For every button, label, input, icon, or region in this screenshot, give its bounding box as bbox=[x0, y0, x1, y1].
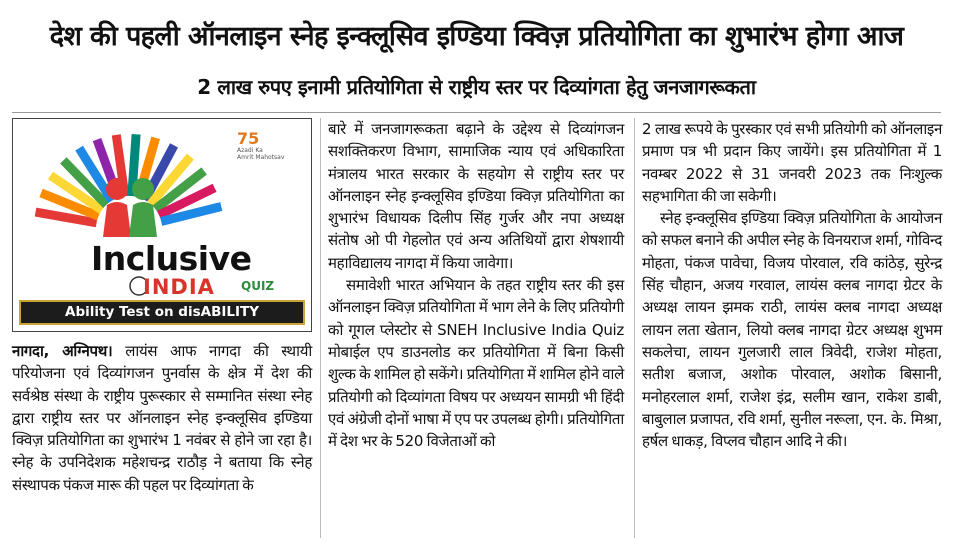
headline: देश की पहली ऑनलाइन स्नेह इन्क्लूसिव इण्डिया क्विज़ प्रतियोगिता का शुभारंभ होगा आज bbox=[49, 21, 904, 52]
logo-quiz: QUIZ bbox=[241, 279, 275, 293]
inclusive-india-quiz-logo bbox=[12, 118, 312, 332]
child-head-left-icon bbox=[106, 178, 128, 200]
subheadline: 2 लाख रुपए इनामी प्रतियोगिता से राष्ट्रीय स्तर पर दिव्यांगता हेतु जनजागरूकता bbox=[197, 75, 756, 99]
paragraph: बारे में जनजागरूकता बढ़ाने के उद्देश्य से दिव्यांगजन सशक्तिकरण विभाग, सामाजिक न्याय एवं अधिकारिता मंत्रालय भारत सरकार के सहयोग से राष्ट्रीय स्तर पर ऑनलाइन स्नेह इन्क्लूसिव इण्डिया क्विज़ प्रतियोगिता का शुभारंभ विधायक दिलीप सिंह गुर्जर और नपा अध्यक्ष संतोष ओ पी गेहलोत एवं अन्य अतिथियों द्वारा शेषशायी महाविद्यालय नागदा में किया जावेगा। bbox=[328, 120, 624, 272]
child-head-right-icon bbox=[132, 178, 154, 200]
paragraph: स्नेह इन्क्लूसिव इण्डिया क्विज़ प्रतियोगिता के आयोजन को सफल बनाने की अपील स्नेह के विनयराज शर्मा, गोविन्द मोहता, पंकज पावेचा, विजय पोरवाल, रवि कांठेड़, सुरेन्द्र सिंह चौहान, अजय गरवाल, लायंस क्लब नागदा ग्रेटर के अध्यक्ष लायन झमक राठी, लायंस क्लब नागदा अध्यक्ष लायन लता खेतान, लियो क्लब नागदा ग्रेटर अध्यक्ष शुभम सकलेचा, लायन गुलजारी लाल त्रिवेदी, राजेश मोहता, सतीश बजाज, अशोक पोरवाल, अशोक बिसानी, मनोहरलाल शर्मा, राजेश इंद्र, सलीम खान, राकेश डाबी, बाबुलाल प्रजापत, रवि शर्मा, सुनील नरूला, एन. के. मिश्रा, हर्षल धाकड़, विप्लव चौहान आदि ने की। bbox=[642, 209, 942, 451]
azadi-ka-amrit-mahotsav-logo: 75 Azadi Ka Amrit Mahotsav bbox=[237, 129, 285, 161]
column-divider-2 bbox=[634, 118, 635, 538]
article-column-3 bbox=[642, 118, 942, 452]
logo-india: INDIA bbox=[143, 275, 215, 299]
top-divider bbox=[12, 112, 941, 113]
logo-wordmark: Inclusive bbox=[91, 239, 252, 278]
paragraph-text: लायंस आफ नागदा की स्थायी परियोजना एवं दिव्यांगजन पुनर्वास के क्षेत्र में देश की सर्वश्रेष्ठ संस्था के राष्ट्रीय पुरूस्कार से सम्मानित संस्था स्नेह द्वारा राष्ट्रीय स्तर पर ऑनलाइन स्नेह इन्क्लूसिव इण्डिया क्विज़ प्रतियोगिता का शुभारंभ 1 नवंबर से होने जा रहा है। स्नेह के उपनिदेशक महेशचन्द्र राठौड़ ने बताया कि स्नेह संस्थापक पंकज मारू की पहल पर दिव्यांगता के bbox=[12, 342, 312, 494]
paragraph: समावेशी भारत अभियान के तहत राष्ट्रीय स्तर की इस ऑनलाइन क्विज़ प्रतियोगिता में भाग लेने के लिए प्रतियोगी को गूगल प्लेस्टोर से SNEH Inclusive India Quiz मोबाईल एप डाउनलोड कर प्रतियोगिता में बिना किसी शुल्क के शामिल हो सकेंगे। प्रतियोगिता में शामिल होने वाले प्रतियोगी को दिव्यांगता विषय पर अध्ययन सामग्री भी हिंदी एवं अंग्रेजी दोनों भाषा में एप पर उपलब्ध होगी। प्रतियोगिता में देश भर के 520 विजेताओं को bbox=[328, 276, 624, 451]
paragraph bbox=[12, 340, 312, 496]
dateline: नागदा, अग्निपथ। bbox=[12, 342, 113, 360]
paragraph: 2 लाख रूपये के पुरस्कार एवं सभी प्रतियोगी को ऑनलाइन प्रमाण पत्र भी प्रदान किए जायेंगे। इस प्रतियोगिता में 1 नवम्बर 2022 से 31 जनवरी 2023 तक निःशुल्क सहभागिता की जा सकेगी। bbox=[642, 120, 942, 205]
column-divider-1 bbox=[320, 118, 321, 538]
logo-banner: Ability Test on disABILITY bbox=[19, 300, 305, 325]
article-column-1 bbox=[12, 340, 312, 496]
article-column-2 bbox=[328, 118, 624, 452]
